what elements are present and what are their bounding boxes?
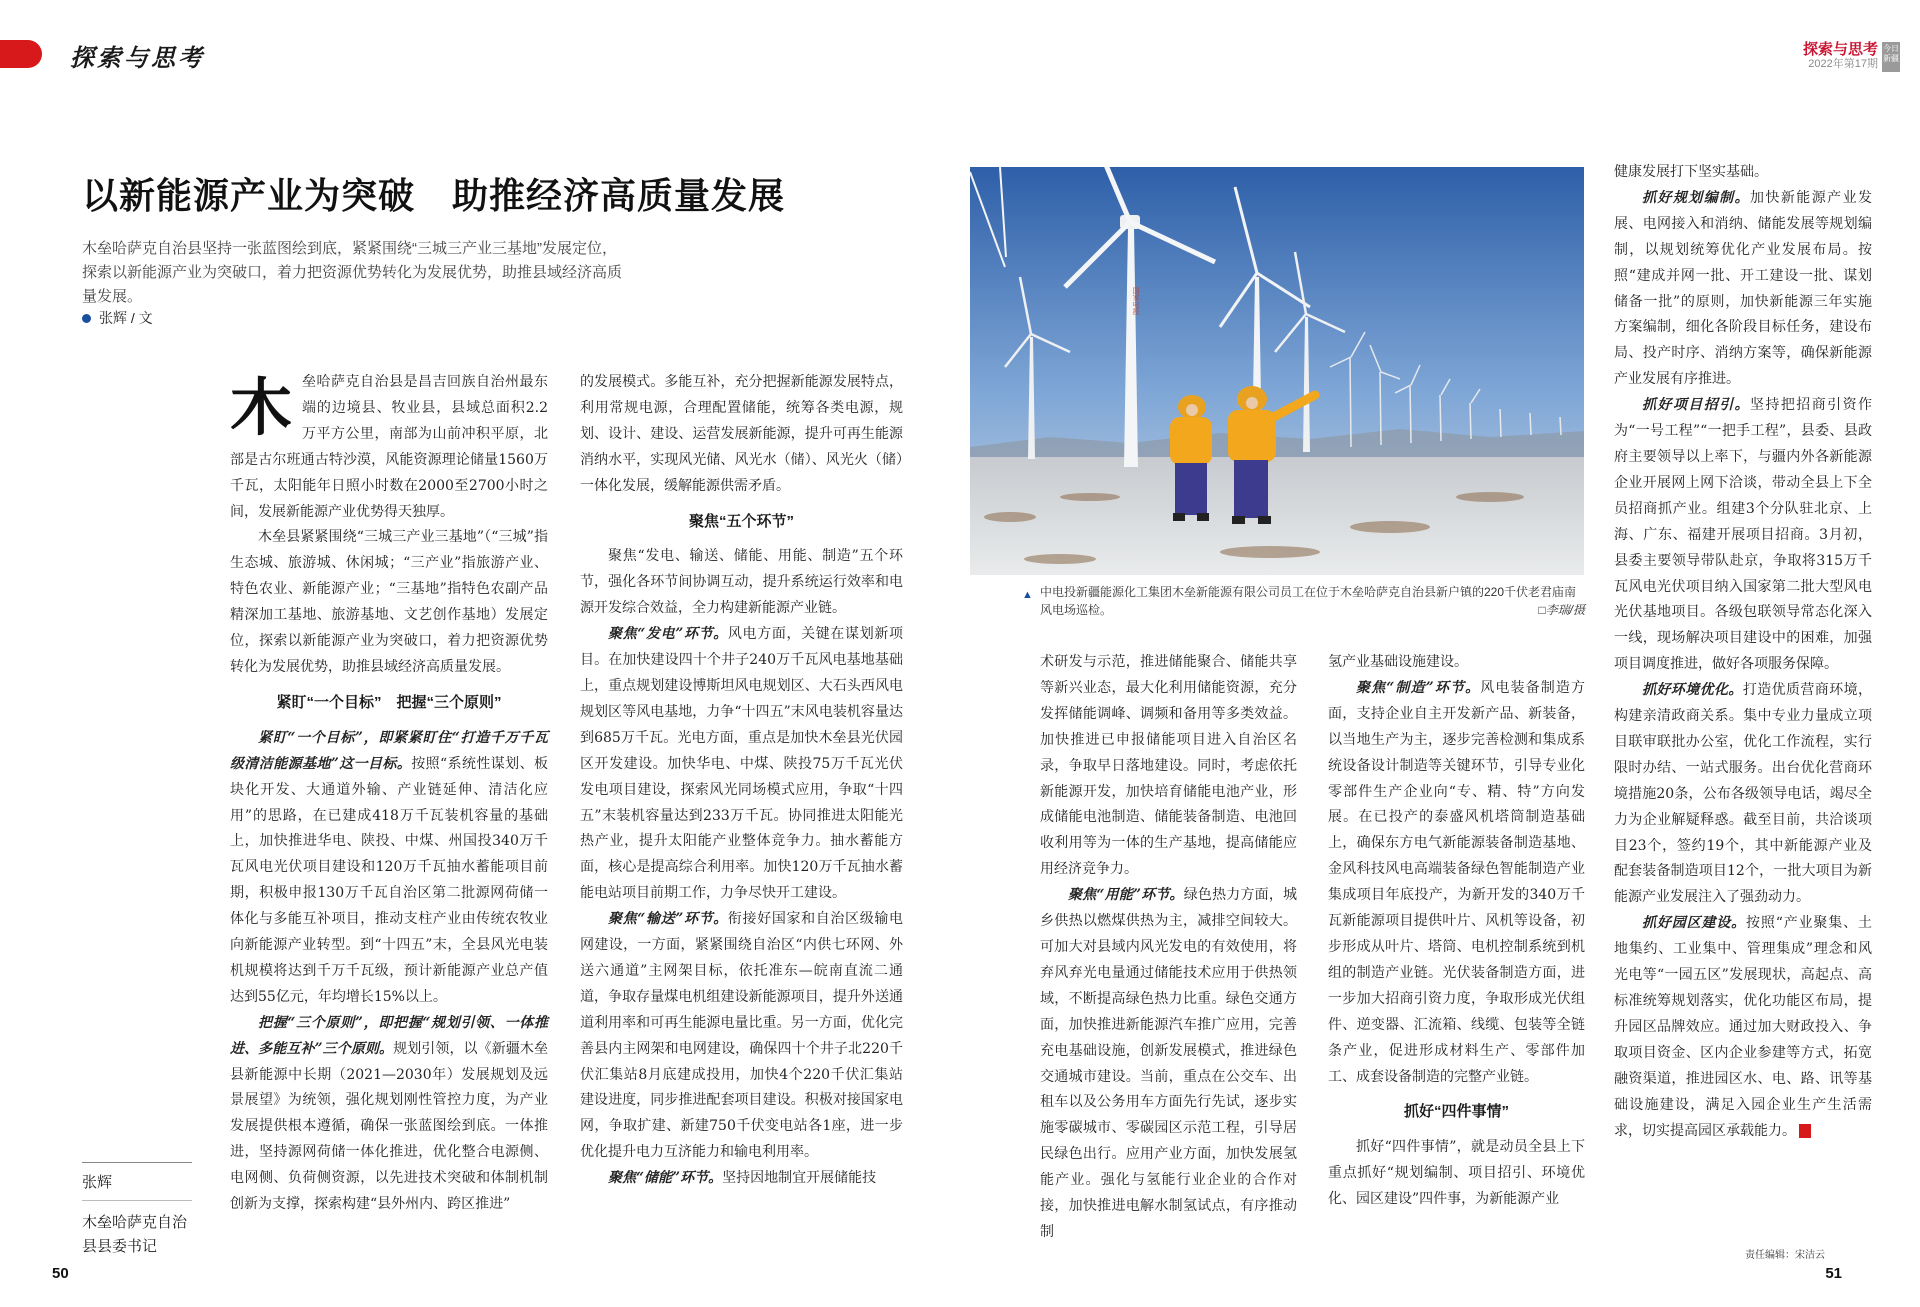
column-3	[1040, 650, 1297, 1246]
article-lede: 木垒哈萨克自治县坚持一张蓝图绘到底，紧紧围绕“三城三产业三基地”发展定位，探索以新能源产业为突破口，着力把资源优势转化为发展优势，助推县域经济高质量发展。	[82, 240, 623, 305]
paragraph-lead-in: 抓好园区建设。	[1642, 915, 1746, 932]
author-name: 张辉	[82, 1174, 113, 1191]
paragraph: 术研发与示范，推进储能聚合、储能共享等新兴业态，最大化利用储能资源，充分发挥储能调峰、调频和备用等多类效益。加快推进已申报储能项目进入自治区名录，争取早日落地建设。同时，考虑依托新能源开发，加快培育储能电池产业，形成储能电池制造、储能装备制造、电池回收利用等为一体的生产基地，提高储能应用经济竞争力。	[1040, 654, 1297, 878]
byline-text: 张辉 / 文	[99, 310, 153, 326]
subheading: 紧盯“一个目标” 把握“三个原则”	[276, 693, 502, 711]
paragraph: 氢产业基础设施建设。	[1328, 654, 1468, 670]
brand-title: 探索与思考	[1802, 41, 1878, 58]
wind-farm-photo	[970, 167, 1584, 575]
page-number-left: 50	[52, 1265, 69, 1282]
section-title: 探索与思考	[70, 43, 205, 72]
paragraph-body: 加快新能源产业发展、电网接入和消纳、储能发展等规划编制，以规划统筹优化产业发展布局。按照“建成并网一批、开工建设一批、谋划储备一批”的原则，加快新能源三年实施方案编制，细化各阶段目标任务，建设布局、投产时序、消纳方案等，确保新能源产业发展有序推进。	[1614, 189, 1872, 388]
paragraph: 抓好“四件事情”，就是动员全县上下重点抓好“规划编制、项目招引、环境优化、园区建设”四件事，为新能源产业	[1328, 1139, 1585, 1208]
paragraph-lead-in: 聚焦“制造”环节。	[1356, 679, 1481, 696]
paragraph: 聚焦“发电、输送、储能、用能、制造”五个环节，强化各环节间协调互动，提升系统运行效率和电源开发综合效益，全力构建新能源产业链。	[580, 548, 903, 617]
subheading: 聚焦“五个环节”	[688, 512, 794, 530]
paragraph-body: 打造优质营商环境，构建亲清政商关系。集中专业力量成立项目联审联批办公室，优化工作流程，实行限时办结、一站式服务。出台优化营商环境措施20条，公布各级领导电话，竭尽全力为企业解疑释惑。截至目前，共洽谈项目23个，签约19个，其中新能源产业及配套装备制造项目12个，一批大项目为新能源产业发展注入了强劲动力。	[1614, 682, 1873, 906]
paragraph-body: 坚持把招商引资作为“一号工程”“一把手工程”，县委、县政府主要领导以上率下，与疆内外各新能源企业开展网上网下洽谈，带动全县上下全员招商抓产业。组建3个分队驻北京、上海、广东、福建开展项目招商。3月初，县委主要领导带队赴京，争取将315万千瓦风电光伏项目纳入国家第二批大型风电光伏基地项目。各级包联领导常态化深入一线，现场解决项目建设中的困难，加强项目调度推进，做好各项服务保障。	[1614, 397, 1872, 673]
paragraph-lead-in: 聚焦“发电”环节。	[608, 626, 728, 643]
drop-cap: 木	[230, 374, 293, 443]
paragraph-body: 衔接好国家和自治区级输电网建设，一方面，紧紧围绕自治区“内供七环网、外送六通道”主网架目标，依托准东—皖南直流二通道，争取存量煤电机组建设新能源项目，提升外送通道利用率和可再生能源电量比重。另一方面，优化完善县内主网架和电网建设，确保四十个井子北220千伏汇集站8月底建成投用，加快4个220千伏汇集站建设进度，同步推进配套项目建设。积极对接国家电网，争取扩建、新建750千伏变电站各1座，进一步优化提升电力互济能力和输电利用率。	[580, 911, 903, 1161]
paragraph	[1614, 186, 1872, 393]
author-title: 木垒哈萨克自治县县委书记	[82, 1214, 188, 1255]
photo-caption	[1022, 583, 1585, 619]
paragraph: 健康发展打下坚实基础。	[1614, 164, 1768, 180]
article-title: 以新能源产业为突破 助推经济高质量发展	[82, 175, 786, 216]
paragraph-lead-in: 抓好规划编制。	[1642, 189, 1750, 206]
paragraph-lead-in: 抓好环境优化。	[1642, 682, 1743, 699]
paragraph	[1614, 678, 1872, 911]
paragraph	[580, 622, 903, 907]
paragraph-body: 规划引领，以《新疆木垒县新能源中长期（2021—2030年）发展规划及远景展望》为统领，强化规划刚性管控力度，为产业发展提供根本遵循，确保一张蓝图绘到底。一体推进，坚持源网荷储一体化推进，优化整合电源侧、电网侧、负荷侧资源，以先进技术突破和体制机制创新为支撑，探索构建“县外州内、跨区推进”	[230, 1040, 548, 1213]
paragraph-body: 按照“系统性谋划、板块化开发、大通道外输、产业链延伸、清洁化应用”的思路，在已建成418万千瓦装机容量的基础上，加快推进华电、陕投、中煤、州国投340万千瓦风电光伏项目建设和120万千瓦抽水蓄能项目前期，积极申报130万千瓦自治区第二批源网荷储一体化与多能互补项目，推动支柱产业由传统农牧业向新能源产业转型。到“十四五”末，全县风光电装机规模将达到千万千瓦级，预计新能源产业总产值达到55亿元，年均增长15%以上。	[230, 755, 548, 1005]
paragraph-body: 绿色热力方面，城乡供热以燃煤供热为主，减排空间较大。可加大对县域内风光发电的有效使用，将弃风弃光电量通过储能技术应用于供热领域，不断提高绿色热力比重。绿色交通方面，加快推进新能源汽车推广应用，完善充电基础设施，创新发展模式，推进绿色交通城市建设。当前，重点在公交车、出租车以及公务用车方面先行先试，逐步实施零碳城市、零碳园区示范工程，引导居民绿色出行。应用产业方面，加快发展氢能产业。强化与氢能行业企业的合作对接，加快推进电解水制氢试点，有序推动制	[1040, 887, 1297, 1240]
column-4	[1328, 650, 1585, 1213]
divider	[82, 1200, 192, 1201]
paragraph-lead-in: 紧盯“一个目标”，即紧紧盯住“打造千万千瓦级清洁能源基地”这一目标。	[230, 729, 548, 772]
paragraph-body: 坚持因地制宜开展储能技	[722, 1170, 877, 1187]
magazine-brand	[1803, 42, 1900, 72]
photo-credit: □李瑞/摄	[1538, 603, 1585, 617]
subheading: 抓好“四件事情”	[1403, 1103, 1509, 1121]
paragraph-lead-in: 聚焦“输送”环节。	[608, 911, 728, 928]
brand-issue: 2022年第17期	[1808, 58, 1878, 70]
paragraph-lead-in: 聚焦“用能”环节。	[1068, 887, 1184, 904]
turbine-label: 国家电投	[1132, 287, 1140, 315]
paragraph-lead-in: 聚焦“储能”环节。	[608, 1170, 723, 1187]
paragraph	[1328, 676, 1585, 1091]
paragraph: 木垒县紧紧围绕“三城三产业三基地”（“三城”指生态城、旅游城、休闲城；“三产业”指旅游产业、特色农业、新能源产业；“三基地”指特色农副产品精深加工基地、旅游基地、文艺创作基地）发展定位，探索以新能源产业为突破口，着力把资源优势转化为发展优势，助推县域经济高质量发展。	[230, 529, 548, 675]
end-mark-icon	[1799, 1124, 1811, 1138]
paragraph	[1040, 883, 1297, 1246]
column-5	[1614, 160, 1872, 1144]
section-tag-bar	[0, 40, 42, 68]
paragraph	[580, 907, 903, 1166]
brand-logo: 今日新疆	[1882, 42, 1900, 72]
paragraph: 的发展模式。多能互补，充分把握新能源发展特点，利用常规电源，合理配置储能，统筹各类电源，规划、设计、建设、运营发展新能源，提升可再生能源消纳水平，实现风光储、风光水（储）、风光火（储）一体化发展，缓解能源供需矛盾。	[580, 374, 903, 494]
paragraph-lead-in: 把握“三个原则”，即把握“规划引领、一体推进、多能互补”三个原则。	[230, 1014, 548, 1057]
author-box	[82, 1162, 192, 1259]
caption-text: 中电投新疆能源化工集团木垒新能源有限公司员工在位于木垒哈萨克自治县新户镇的220千伏老君庙南风电场巡检。	[1040, 585, 1577, 617]
divider	[82, 1162, 192, 1163]
paragraph	[230, 1011, 548, 1218]
paragraph	[1614, 911, 1872, 1144]
paragraph	[1614, 393, 1872, 678]
paragraph-lead-in: 抓好项目招引。	[1642, 397, 1750, 414]
paragraph	[580, 1166, 903, 1192]
paragraph	[230, 726, 548, 1011]
paragraph: 垒哈萨克自治县是昌吉回族自治州最东端的边境县、牧业县，县域总面积2.2万平方公里，南部为山前冲积平原，北部是古尔班通古特沙漠，风能资源理论储量1560万千瓦，太阳能年日照小时数在2000至2700小时之间，发展新能源产业优势得天独厚。	[230, 374, 548, 520]
byline-dot-icon	[82, 314, 91, 323]
wind-farm-illustration	[970, 167, 1584, 575]
paragraph-body: 风电装备制造方面，支持企业自主开发新产品、新装备，以当地生产为主，逐步完善检测和集成系统设备设计制造等关键环节，引导专业化零部件生产企业向“专、精、特”方向发展。在已投产的泰盛风机塔筒制造基础上，确保东方电气新能源装备制造基地、金风科技风电高端装备绿色智能制造产业集成项目年底投产，为新开发的340万千瓦新能源项目提供叶片、风机等设备，初步形成从叶片、塔筒、电机控制系统到机组的制造产业链。光伏装备制造方面，进一步加大招商引资力度，争取形成光伏组件、逆变器、汇流箱、线缆、包装等全链条产业，促进形成材料生产、零部件加工、成套设备制造的完整产业链。	[1328, 679, 1586, 1085]
paragraph-body: 风电方面，关键在谋划新项目。在加快建设四十个井子240万千瓦风电基地基础上，重点规划建设博斯坦风电规划区、大石头西风电规划区等风电基地，力争“十四五”末风电装机容量达到685万千瓦。光电方面，重点是加快木垒县光伏园区开发建设。加快华电、中煤、陕投75万千瓦光伏发电项目建设，探索风光同场模式应用，争取“十四五”末装机容量达到233万千瓦。协同推进太阳能光热产业，提升太阳能产业整体竞争力。抽水蓄能方面，核心是提高综合利用率。加快120万千瓦抽水蓄能电站项目前期工作，力争尽快开工建设。	[580, 626, 903, 902]
column-1	[230, 370, 548, 1218]
editor-credit: 责任编辑：宋洁云	[1745, 1250, 1825, 1261]
byline	[82, 308, 153, 328]
caption-triangle-icon: ▲	[1022, 589, 1033, 601]
column-2	[580, 370, 903, 1192]
page-number-right: 51	[1825, 1265, 1842, 1282]
paragraph-body: 按照“产业聚集、土地集约、工业集中、管理集成”理念和风光电等“一园五区”发展现状，高起点、高标准统筹规划落实，优化功能区布局，提升园区品牌效应。通过加大财政投入、争取项目资金、区内企业参建等方式，拓宽融资渠道，推进园区水、电、路、讯等基础设施建设，满足入园企业生产生活需求，切实提高园区承载能力。	[1614, 915, 1872, 1139]
